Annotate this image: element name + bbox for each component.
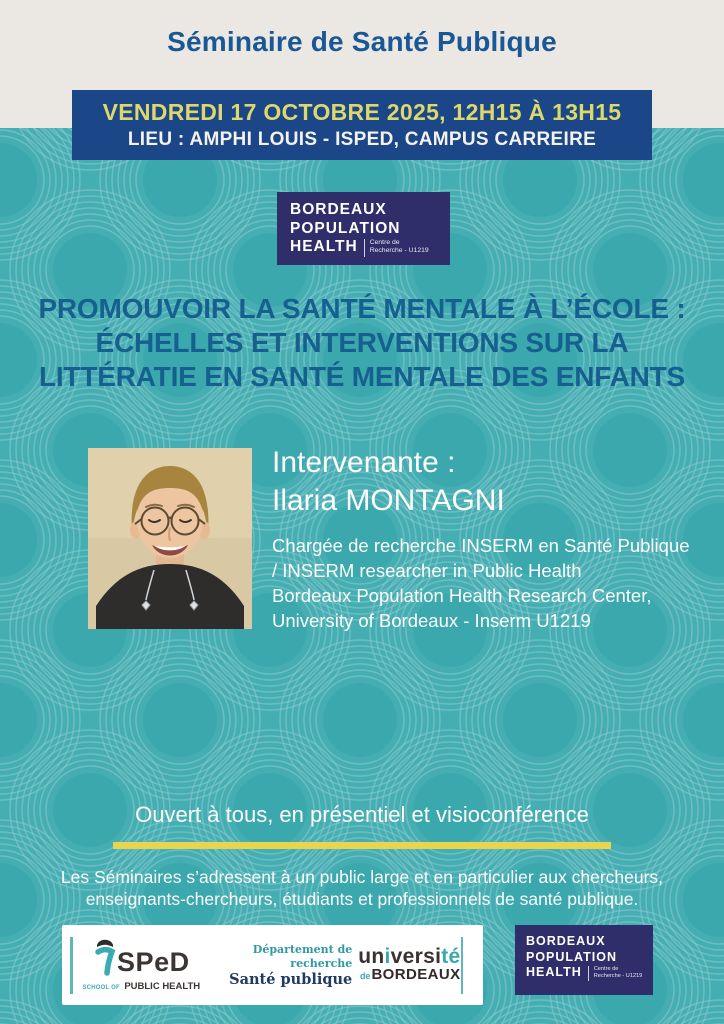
univ-de: de — [359, 971, 371, 981]
speaker-bio-line4: University of Bordeaux - Inserm U1219 — [272, 610, 591, 631]
bph-subtitle — [594, 966, 643, 979]
banner-location-line: LIEU : AMPHI LOUIS - ISPED, CAMPUS CARREIRE — [127, 129, 597, 150]
yellow-divider-rule — [113, 842, 611, 849]
bph-divider — [364, 239, 365, 257]
dept-recherche-logo — [206, 943, 352, 988]
univ-seg3: versi — [390, 945, 442, 968]
seminar-title — [0, 292, 724, 394]
poster-series-title: Séminaire de Santé Publique — [167, 26, 557, 57]
bph-subtitle-line1: Centre de — [369, 239, 400, 247]
bph-subtitle-line2: Recherche - U1219 — [593, 972, 643, 979]
speaker-bio-line2: / INSERM researcher in Public Health — [272, 560, 582, 581]
isped-subtitle — [83, 976, 201, 994]
bph-word-bordeaux: BORDEAUX — [290, 201, 387, 218]
isped-subtitle-main: PUBLIC HEALTH — [124, 981, 201, 992]
univ-seg2: i — [384, 945, 391, 968]
bph-word-population: POPULATION — [526, 949, 618, 964]
bph-subtitle-line1: Centre de — [593, 966, 619, 973]
isped-figure-icon — [93, 936, 116, 976]
dept-line2: Santé publique — [229, 970, 353, 988]
universite-bordeaux-logo — [358, 946, 460, 984]
speaker-info — [272, 444, 690, 633]
seminar-title-line2: ÉCHELLES ET INTERVENTIONS SUR LA — [95, 327, 629, 358]
bph-divider — [588, 966, 589, 981]
audience-line2: enseignants-chercheurs, étudiants et professionnels de santé publique. — [85, 888, 639, 909]
open-note: Ouvert à tous, en présentiel et visioconférence — [135, 802, 589, 827]
isped-subtitle-prefix: SCHOOL OF — [82, 985, 120, 991]
speaker-name: Ilaria MONTAGNI — [272, 484, 505, 517]
banner-date-line: VENDREDI 17 OCTOBRE 2025, 12H15 À 13H15 — [102, 99, 622, 125]
bph-logo-top — [277, 192, 450, 265]
bph-subtitle-line2: Recherche - U1219 — [369, 247, 429, 255]
dept-line1: Département de recherche — [252, 942, 353, 970]
seminar-title-line1: PROMOUVOIR LA SANTÉ MENTALE À L’ÉCOLE : — [38, 293, 686, 324]
partners-divider-left — [70, 937, 73, 994]
bph-word-bordeaux: BORDEAUX — [526, 934, 606, 948]
universite-wordmark — [358, 946, 460, 967]
partners-box — [62, 925, 483, 1005]
speaker-photo — [88, 448, 252, 629]
bph-word-health: HEALTH — [526, 965, 582, 979]
speaker-role-label: Intervenante : — [272, 446, 456, 479]
univ-seg4: té — [441, 945, 461, 968]
partners-divider-right — [461, 937, 464, 994]
speaker-bio — [272, 533, 690, 633]
bph-logo-bottom — [515, 925, 653, 995]
bph-subtitle — [370, 239, 429, 255]
bph-word-population: POPULATION — [290, 219, 401, 237]
speaker-bio-line3: Bordeaux Population Health Research Center, — [272, 585, 652, 606]
isped-logo — [83, 936, 201, 994]
universite-city-line — [358, 967, 460, 984]
audience-line1: Les Séminaires s’adressent à un public large et en particulier aux chercheurs, — [60, 867, 664, 887]
speaker-bio-line1: Chargée de recherche INSERM en Santé Publique — [272, 535, 690, 556]
audience-paragraph — [0, 867, 724, 910]
bph-word-health: HEALTH — [290, 238, 358, 255]
univ-seg1: un — [358, 945, 385, 968]
seminar-title-line3: LITTÉRATIE EN SANTÉ MENTALE DES ENFANTS — [38, 361, 686, 392]
date-banner — [72, 90, 652, 160]
univ-city: BORDEAUX — [371, 966, 461, 983]
isped-wordmark: SPeD — [117, 947, 190, 977]
